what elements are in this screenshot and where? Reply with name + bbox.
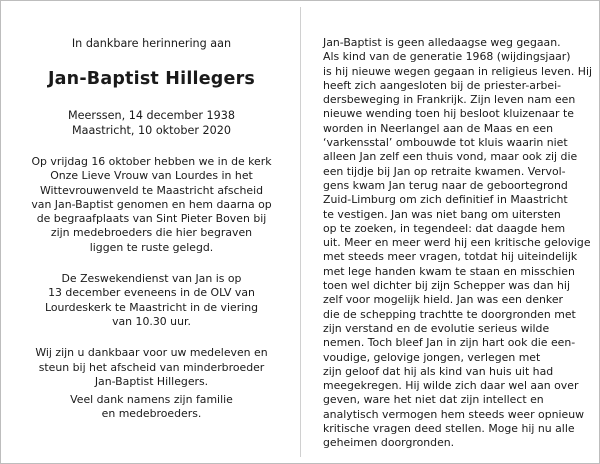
- story-line: toen wel dichter bij zijn Schepper was dan hij: [323, 279, 570, 293]
- story-line: heeft zich aangesloten bij de priester-arbei-: [323, 78, 562, 92]
- paragraph-line: Jan-Baptist Hillegers.: [94, 374, 209, 388]
- paragraph-line: De Zeswekendienst van Jan is op: [61, 272, 242, 286]
- story-line: met steeds meer vragen, totdat hij uiteindelijk: [323, 250, 578, 264]
- story-line: nemen. Toch bleef Jan in zijn hart ook die een-: [323, 336, 576, 350]
- story-line: een tijdje bij Jan op retraite kwamen. Vervol-: [323, 164, 566, 178]
- thanks-paragraph: [13, 393, 290, 422]
- paragraph-line: liggen te ruste gelegd.: [89, 240, 214, 254]
- story-line: die de schepping trachtte te doorgronden met: [323, 307, 576, 321]
- intro-text: In dankbare herinnering aan: [71, 37, 232, 50]
- story-line: te vestigen. Jan was niet bang om uitersten: [323, 207, 561, 221]
- death-line: Maastricht, 10 oktober 2020: [72, 124, 231, 137]
- story-line: Jan-Baptist is geen alledaagse weg gegaan.: [323, 36, 561, 49]
- story-line: gens kwam Jan terug naar de geboortegrond: [323, 178, 568, 192]
- story-line: is hij nieuwe wegen gegaan in religieus leven. Hij: [323, 64, 592, 78]
- story-line: ‘varkensstal’ ombouwde tot kluis waarin niet: [323, 136, 568, 150]
- story-line: zelf voor mogelijk hield. Jan was een denker: [323, 293, 564, 307]
- story-line: uit. Meer en meer werd hij een kritische gelovige: [323, 236, 591, 250]
- paragraph-line: van 10.30 uur.: [112, 314, 191, 328]
- story-line: worden in Neerlangel aan de Maas en een: [323, 121, 553, 135]
- story-line: geheimen doorgronden.: [323, 436, 455, 450]
- right-page: [301, 1, 600, 463]
- story-line: dersbeweging in Frankrijk. Zijn leven nam een: [323, 93, 576, 107]
- deceased-name: Jan-Baptist Hillegers: [47, 69, 256, 89]
- left-page: [1, 1, 300, 463]
- paragraph-line: Op vrijdag 16 oktober hebben we in de kerk: [31, 155, 272, 168]
- birth-line: Meerssen, 14 december 1938: [67, 109, 236, 122]
- life-story-text: [323, 36, 592, 451]
- story-line: meegekregen. Hij wilde zich daar wel aan over: [323, 379, 579, 393]
- story-line: nieuwe wending toen hij besloot kluizenaar te: [323, 107, 574, 121]
- story-line: voudige, gelovige jongen, verlegen met: [323, 350, 541, 364]
- paragraph-line: Lourdeskerk te Maastricht in de viering: [44, 300, 259, 314]
- story-line: met lege handen kwam te staan en misschien: [323, 264, 575, 278]
- story-line: geven, ware het niet dat zijn intellect en: [323, 393, 544, 407]
- story-line: zijn verstand en de evolutie serieus wilde: [323, 321, 550, 335]
- paragraph-line: en medebroeders.: [101, 407, 202, 421]
- story-line: analytisch vermogen hem steeds weer opnieuw: [323, 407, 585, 421]
- life-dates: [13, 108, 290, 138]
- story-line: zijn geloof dat hij als kind van huis uit had: [323, 364, 554, 378]
- paragraph-line: Wittevrouwenveld te Maastricht afscheid: [39, 183, 264, 197]
- paragraph-line: Wij zijn u dankbaar voor uw medeleven en: [35, 346, 268, 360]
- paragraph-line: zijn medebroeders die hier begraven: [50, 226, 253, 240]
- paragraph-line: van Jan-Baptist genomen en hem daarna op: [31, 197, 272, 211]
- story-line: Zuid-Limburg om zich definitief in Maastricht: [323, 193, 568, 207]
- memorial-service-paragraph: [13, 272, 290, 329]
- paragraph-line: 13 december eveneens in de OLV van: [48, 286, 255, 300]
- story-line: Als kind van de generatie 1968 (wijdingsjaar): [323, 50, 571, 64]
- funeral-paragraph: [13, 155, 290, 255]
- story-line: op te zoeken, in tegendeel: dat daagde hem: [323, 221, 566, 235]
- paragraph-line: Veel dank namens zijn familie: [70, 393, 233, 407]
- paragraph-line: de begraafplaats van Sint Pieter Boven bij: [36, 212, 267, 226]
- story-line: alleen Jan zelf een thuis vond, maar ook zij die: [323, 150, 578, 164]
- paragraph-line: Onze Lieve Vrouw van Lourdes in het: [50, 169, 253, 183]
- paragraph-line: steun bij het afscheid van minderbroeder: [38, 360, 265, 374]
- gratitude-paragraph: [13, 346, 290, 389]
- story-line: kritische vragen deed stellen. Moge hij nu alle: [323, 422, 575, 436]
